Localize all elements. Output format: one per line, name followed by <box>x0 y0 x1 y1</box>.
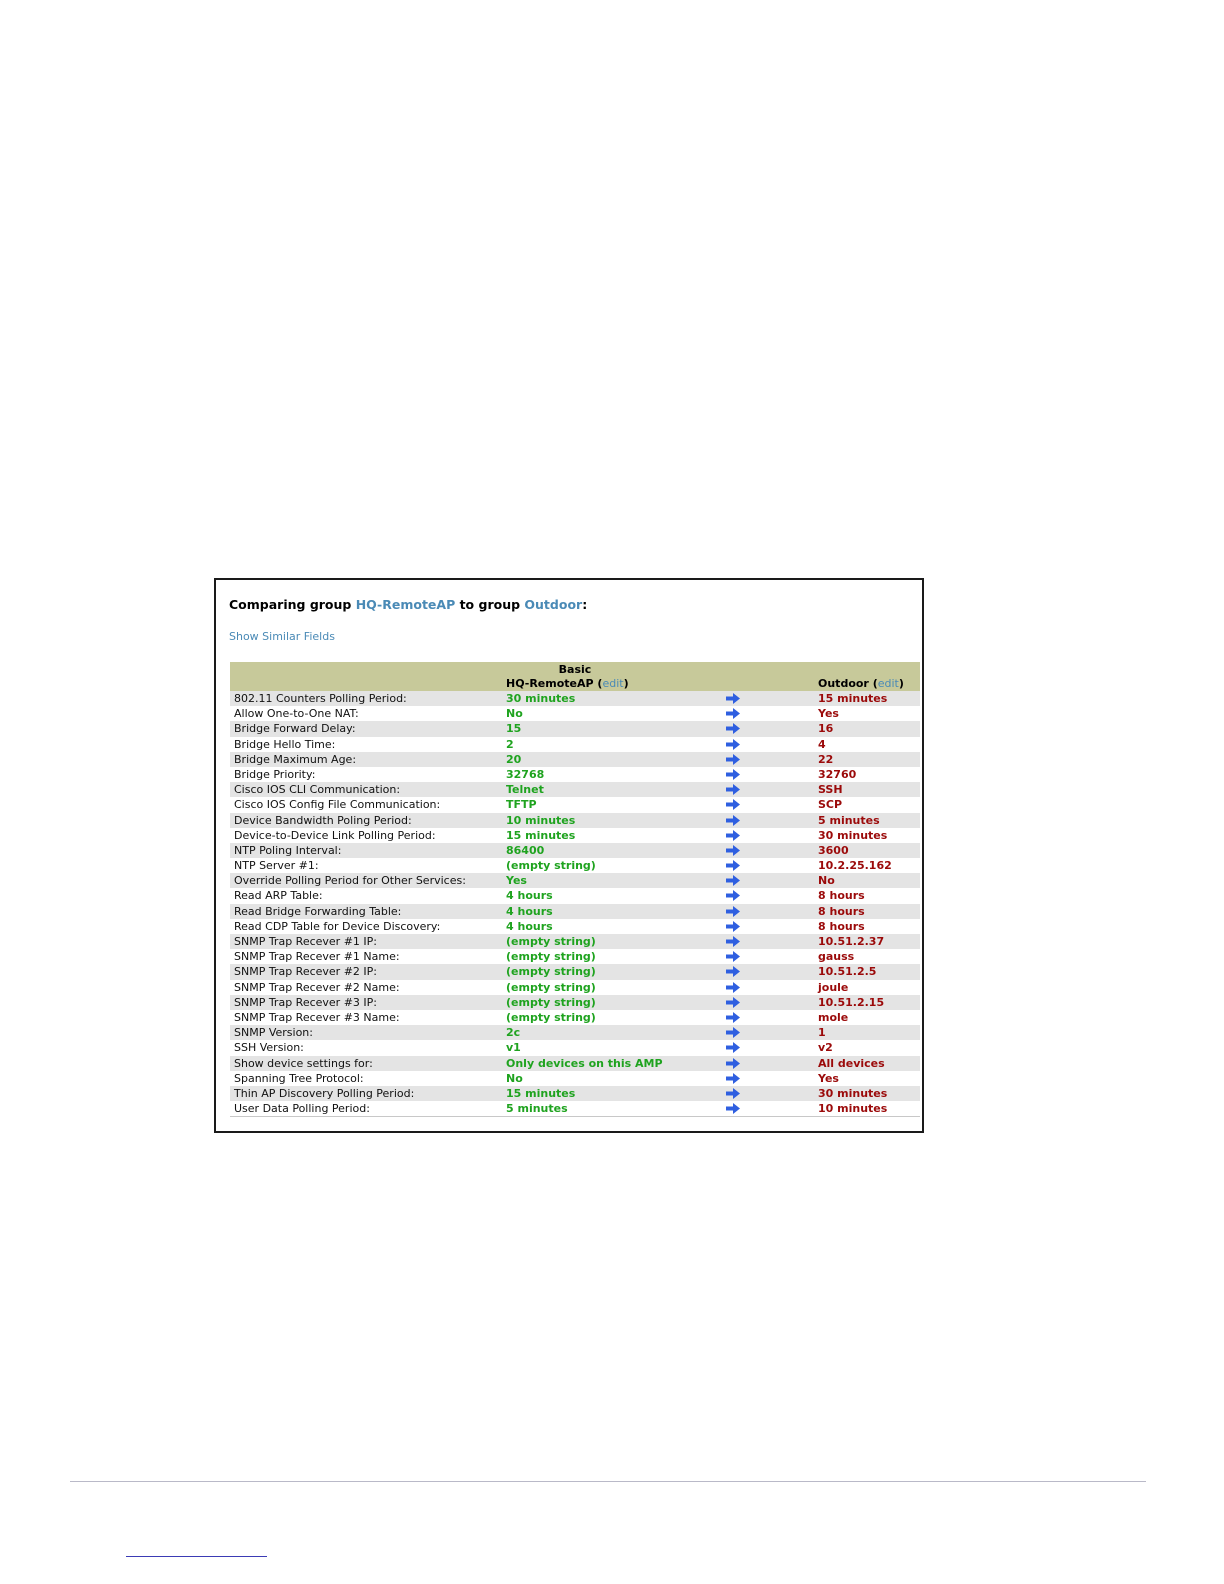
group-a-value: 30 minutes <box>506 692 576 705</box>
table-row <box>230 1040 920 1055</box>
group-b-value: No <box>818 874 835 888</box>
field-label: SNMP Trap Recever #2 Name: <box>234 980 400 994</box>
right-arrow-icon <box>726 966 740 977</box>
table-row <box>230 1025 920 1040</box>
right-arrow-icon <box>726 860 740 871</box>
right-arrow-icon <box>726 1103 740 1114</box>
right-arrow-icon <box>726 799 740 810</box>
open-paren: ( <box>593 677 603 690</box>
group-a-value: 32768 <box>506 767 545 781</box>
table-row <box>230 767 920 782</box>
group-b-value: 30 minutes <box>818 828 888 842</box>
table-row <box>230 873 920 888</box>
group-b-value: 3600 <box>818 843 849 857</box>
field-label: Read ARP Table: <box>234 889 323 903</box>
group-a-value: 86400 <box>506 843 545 857</box>
right-arrow-icon <box>726 1042 740 1053</box>
group-b-value: 8 hours <box>818 919 865 933</box>
field-label: Allow One-to-One NAT: <box>234 707 359 721</box>
edit-group-b-link[interactable]: edit <box>877 677 899 690</box>
right-arrow-icon <box>726 693 740 704</box>
group-b-link[interactable]: Outdoor <box>524 597 583 612</box>
field-label: Show device settings for: <box>234 1056 373 1070</box>
field-label: Cisco IOS Config File Communication: <box>234 798 441 812</box>
table-row <box>230 782 920 797</box>
table-row <box>230 691 920 706</box>
field-label: NTP Poling Interval: <box>234 843 342 857</box>
field-label: Bridge Maximum Age: <box>234 752 357 766</box>
column-header-group-b <box>818 677 904 690</box>
table-row <box>230 737 920 752</box>
table-row <box>230 949 920 964</box>
footer-link-underline[interactable] <box>126 1556 267 1557</box>
right-arrow-icon <box>726 890 740 901</box>
group-b-value: SSH <box>818 783 843 797</box>
table-row <box>230 752 920 767</box>
right-arrow-icon <box>726 921 740 932</box>
field-label: Cisco IOS CLI Communication: <box>234 783 401 797</box>
group-b-value: 15 minutes <box>818 692 888 705</box>
field-label: Device-to-Device Link Polling Period: <box>234 828 436 842</box>
field-label: Bridge Forward Delay: <box>234 722 356 736</box>
group-a-value: Yes <box>506 874 527 888</box>
group-a-value: (empty string) <box>506 965 596 979</box>
group-a-value: No <box>506 707 523 721</box>
field-label: Spanning Tree Protocol: <box>234 1071 364 1085</box>
footer-divider <box>70 1481 1146 1482</box>
group-b-value: joule <box>818 980 849 994</box>
field-label: SNMP Trap Recever #1 IP: <box>234 935 377 948</box>
table-row <box>230 721 920 736</box>
field-label: SNMP Version: <box>234 1026 313 1040</box>
group-a-value: (empty string) <box>506 859 596 873</box>
table-row <box>230 1056 920 1071</box>
show-similar-fields-link[interactable]: Show Similar Fields <box>229 630 335 643</box>
group-b-value: 10.2.25.162 <box>818 859 892 873</box>
table-row <box>230 1010 920 1025</box>
group-b-value: 5 minutes <box>818 813 880 827</box>
group-a-value: Telnet <box>506 783 544 797</box>
section-title: Basic <box>558 663 592 676</box>
right-arrow-icon <box>726 769 740 780</box>
group-a-value: (empty string) <box>506 935 596 948</box>
field-label: Device Bandwidth Poling Period: <box>234 813 412 827</box>
group-b-value: 10.51.2.37 <box>818 935 885 948</box>
group-a-value: Only devices on this AMP <box>506 1056 663 1070</box>
table-row <box>230 797 920 812</box>
table-row <box>230 828 920 843</box>
table-row <box>230 888 920 903</box>
right-arrow-icon <box>726 906 740 917</box>
table-row <box>230 980 920 995</box>
field-label: SSH Version: <box>234 1041 304 1055</box>
group-a-value: 10 minutes <box>506 813 576 827</box>
group-b-value: 16 <box>818 722 834 736</box>
group-b-value: 22 <box>818 752 834 766</box>
table-row <box>230 919 920 934</box>
field-label: User Data Polling Period: <box>234 1102 370 1116</box>
group-b-value: SCP <box>818 798 843 812</box>
group-b-value: 4 <box>818 737 826 751</box>
table-row <box>230 1101 920 1116</box>
group-b-value: 30 minutes <box>818 1086 888 1100</box>
column-a-name: HQ-RemoteAP <box>506 677 594 690</box>
right-arrow-icon <box>726 1012 740 1023</box>
right-arrow-icon <box>726 1058 740 1069</box>
field-label: SNMP Trap Recever #1 Name: <box>234 950 400 964</box>
table-row <box>230 1086 920 1101</box>
group-b-value: 1 <box>818 1026 826 1040</box>
group-a-value: TFTP <box>506 798 537 812</box>
right-arrow-icon <box>726 723 740 734</box>
group-a-value: 4 hours <box>506 919 553 933</box>
heading-middle: to group <box>455 597 525 612</box>
group-b-value: Yes <box>818 707 839 721</box>
field-label: Bridge Hello Time: <box>234 737 336 751</box>
field-label: Thin AP Discovery Polling Period: <box>234 1086 415 1100</box>
right-arrow-icon <box>726 982 740 993</box>
field-label: Override Polling Period for Other Services: <box>234 874 466 888</box>
group-b-value: Yes <box>818 1071 839 1085</box>
open-paren: ( <box>868 677 878 690</box>
group-a-value: 20 <box>506 752 522 766</box>
table-row <box>230 934 920 949</box>
field-label: Bridge Priority: <box>234 767 316 781</box>
table-row <box>230 1071 920 1086</box>
table-header <box>230 662 920 691</box>
field-label: SNMP Trap Recever #3 IP: <box>234 995 377 1009</box>
edit-group-a-link[interactable]: edit <box>602 677 624 690</box>
group-b-value: 8 hours <box>818 889 865 903</box>
table-row <box>230 995 920 1010</box>
group-a-value: 5 minutes <box>506 1102 568 1116</box>
table-row <box>230 904 920 919</box>
group-b-value: v2 <box>818 1041 833 1055</box>
group-a-value: 2c <box>506 1026 521 1040</box>
column-header-group-a <box>506 677 629 690</box>
right-arrow-icon <box>726 1073 740 1084</box>
right-arrow-icon <box>726 997 740 1008</box>
table-row <box>230 858 920 873</box>
right-arrow-icon <box>726 815 740 826</box>
heading-prefix: Comparing group <box>229 597 356 612</box>
close-paren: ) <box>898 677 904 690</box>
group-b-value: mole <box>818 1010 849 1024</box>
group-a-value: 4 hours <box>506 904 553 918</box>
right-arrow-icon <box>726 875 740 886</box>
group-a-value: No <box>506 1071 523 1085</box>
comparison-table <box>230 662 920 1117</box>
field-label: SNMP Trap Recever #3 Name: <box>234 1010 400 1024</box>
group-a-value: 4 hours <box>506 889 553 903</box>
right-arrow-icon <box>726 951 740 962</box>
group-a-link[interactable]: HQ-RemoteAP <box>355 597 456 612</box>
group-a-value: (empty string) <box>506 995 596 1009</box>
group-b-value: 8 hours <box>818 904 865 918</box>
column-b-name: Outdoor <box>818 677 869 690</box>
table-row <box>230 813 920 828</box>
group-a-value: 2 <box>506 737 514 751</box>
group-a-value: (empty string) <box>506 950 596 964</box>
group-a-value: 15 minutes <box>506 1086 576 1100</box>
right-arrow-icon <box>726 1088 740 1099</box>
close-paren: ) <box>623 677 629 690</box>
comparison-heading <box>229 597 587 612</box>
table-bottom-border <box>230 1116 920 1117</box>
group-b-value: 32760 <box>818 767 857 781</box>
group-b-value: All devices <box>818 1056 885 1070</box>
group-b-value: 10 minutes <box>818 1102 888 1116</box>
field-label: SNMP Trap Recever #2 IP: <box>234 965 377 979</box>
field-label: NTP Server #1: <box>234 859 319 873</box>
table-row <box>230 964 920 979</box>
group-a-value: 15 <box>506 722 522 736</box>
group-b-value: 10.51.2.5 <box>818 965 877 979</box>
table-row <box>230 706 920 721</box>
right-arrow-icon <box>726 936 740 947</box>
table-row <box>230 843 920 858</box>
right-arrow-icon <box>726 739 740 750</box>
group-a-value: 15 minutes <box>506 828 576 842</box>
right-arrow-icon <box>726 754 740 765</box>
right-arrow-icon <box>726 830 740 841</box>
group-a-value: (empty string) <box>506 1010 596 1024</box>
table-body <box>230 691 920 1116</box>
group-b-value: 10.51.2.15 <box>818 995 885 1009</box>
right-arrow-icon <box>726 845 740 856</box>
group-a-value: v1 <box>506 1041 521 1055</box>
field-label: Read CDP Table for Device Discovery: <box>234 919 441 933</box>
field-label: Read Bridge Forwarding Table: <box>234 904 402 918</box>
heading-suffix: : <box>582 597 588 612</box>
group-comparison-screenshot <box>214 578 924 1133</box>
group-a-value: (empty string) <box>506 980 596 994</box>
right-arrow-icon <box>726 708 740 719</box>
group-b-value: gauss <box>818 950 855 964</box>
right-arrow-icon <box>726 1027 740 1038</box>
right-arrow-icon <box>726 784 740 795</box>
field-label: 802.11 Counters Polling Period: <box>234 692 407 705</box>
